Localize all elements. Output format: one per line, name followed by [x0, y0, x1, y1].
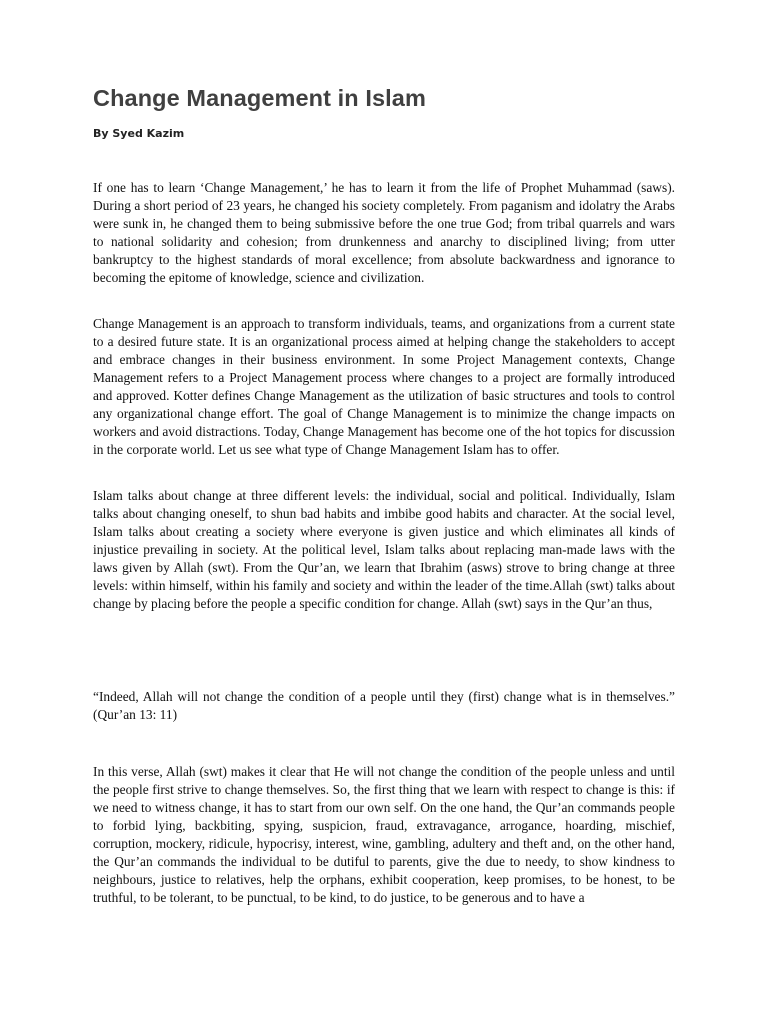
paragraph-verse-explanation: In this verse, Allah (swt) makes it clear that He will not change the condition of the people unless and until the people first strive to change themselves. So, the first thing that we learn with respect to change is this: if we need to witness change, it has to start from our own self. On the one hand, the Qur’an commands people to forbid lying, backbiting, spying, suspicion, fraud, extravagance, arrogance, hoarding, mischief, corruption, mockery, ridicule, hypocrisy, interest, wine, gambling, adultery and theft and, on the other hand, the Qur’an commands the individual to be dutiful to parents, give the due to needy, to show kindness to neighbours, justice to relatives, help the orphans, exhibit cooperation, keep promises, to be honest, to be truthful, to be tolerant, to be punctual, to be kind, to do justice, to be generous and to have a	[93, 764, 675, 905]
paragraph-levels: Islam talks about change at three different levels: the individual, social and political. Individually, Islam talks about changing oneself, to shun bad habits and imbibe good habits and character. At the social level, Islam talks about creating a society where everyone is given justice and which eliminates all kinds of injustice prevailing in society. At the political level, Islam talks about replacing man-made laws with the laws given by Allah (swt). From the Qur’an, we learn that Ibrahim (asws) strove to bring change at three levels: within himself, within his family and society and within the leader of the time.Allah (swt) talks about change by placing before the people a specific condition for change. Allah (swt) says in the Qur’an thus,	[93, 488, 675, 611]
paragraph-intro: If one has to learn ‘Change Management,’ he has to learn it from the life of Prophet Muhammad (saws). During a short period of 23 years, he changed his society completely. From paganism and idolatry the Arabs were sunk in, he changed them to being submissive before the one true God; from tribal quarrels and wars to national solidarity and cohesion; from drunkenness and anarchy to disciplined living; from utter bankruptcy to the highest standards of moral excellence; from absolute backwardness and ignorance to becoming the epitome of knowledge, science and civilization.	[93, 180, 675, 285]
quran-quote: “Indeed, Allah will not change the condition of a people until they (first) change what is in themselves.” (Qur’an 13: 11)	[93, 689, 675, 722]
author-byline: By Syed Kazim	[93, 127, 185, 140]
paragraph-definition: Change Management is an approach to transform individuals, teams, and organizations from a current state to a desired future state. It is an organizational process aimed at helping change the stakeholders to accept and embrace changes in their business environment. In some Project Management contexts, Change Management refers to a Project Management process where changes to a project are formally introduced and approved. Kotter defines Change Management as the utilization of basic structures and tools to control any organizational change effort. The goal of Change Management is to minimize the change impacts on workers and avoid distractions. Today, Change Management has become one of the hot topics for discussion in the corporate world. Let us see what type of Change Management Islam has to offer.	[93, 316, 675, 457]
document-title: Change Management in Islam	[93, 85, 426, 111]
